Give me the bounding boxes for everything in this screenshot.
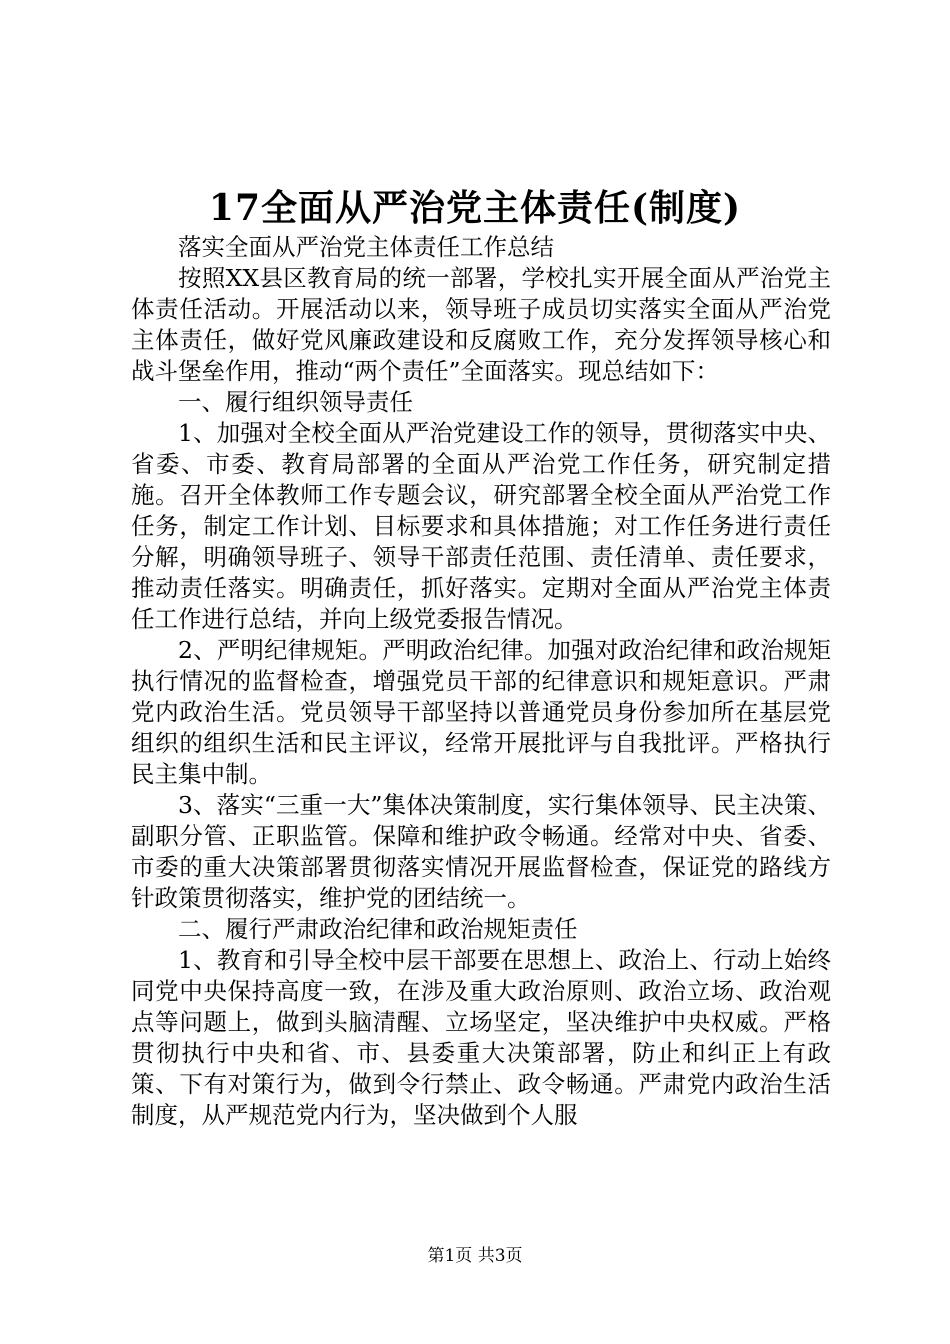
page-footer: 第1页 共3页 — [427, 1246, 523, 1266]
paragraph: 2、严明纪律规矩。严明政治纪律。加强对政治纪律和政治规矩执行情况的监督检查，增强党员干部的纪律意识和规矩意识。严肃党内政治生活。党员领导干部坚持以普通党员身份参加所在基层党组织的组织生活和民主评议，经常开展批评与自我批评。严格执行民主集中制。 — [131, 636, 831, 788]
section-heading: 二、履行严肃政治纪律和政治规矩责任 — [178, 915, 578, 943]
paragraph: 按照XX县区教育局的统一部署，学校扎实开展全面从严治党主体责任活动。开展活动以来，领导班子成员切实落实全面从严治党主体责任，做好党风廉政建设和反腐败工作，充分发挥领导核心和战斗堡垒作用，推动“两个责任”全面落实。现总结如下： — [131, 264, 831, 385]
paragraph-heading: 落实全面从严治党主体责任工作总结 — [178, 233, 554, 261]
section-heading: 一、履行组织领导责任 — [178, 388, 413, 416]
paragraph: 1、加强对全校全面从严治党建设工作的领导，贯彻落实中央、省委、市委、教育局部署的全面从严治党工作任务，研究制定措施。召开全体教师工作专题会议，研究部署全校全面从严治党工作任务，制定工作计划、目标要求和具体措施；对工作任务进行责任分解，明确领导班子、领导干部责任范围、责任清单、责任要求，推动责任落实。明确责任，抓好落实。定期对全面从严治党主体责任工作进行总结，并向上级党委报告情况。 — [131, 419, 831, 633]
paragraph: 3、落实“三重一大”集体决策制度，实行集体领导、民主决策、副职分管、正职监管。保障和维护政令畅通。经常对中央、省委、市委的重大决策部署贯彻落实情况开展监督检查，保证党的路线方针政策贯彻落实，维护党的团结统一。 — [131, 791, 831, 912]
document-title: 17全面从严治党主体责任(制度) — [208, 187, 742, 229]
paragraph: 1、教育和引导全校中层干部要在思想上、政治上、行动上始终同党中央保持高度一致，在涉及重大政治原则、政治立场、政治观点等问题上，做到头脑清醒、立场坚定，坚决维护中央权威。严格贯彻执行中央和省、市、县委重大决策部署，防止和纠正上有政策、下有对策行为，做到令行禁止、政令畅通。严肃党内政治生活制度，从严规范党内行为，坚决做到个人服 — [131, 946, 831, 1129]
document-body — [131, 232, 831, 1131]
